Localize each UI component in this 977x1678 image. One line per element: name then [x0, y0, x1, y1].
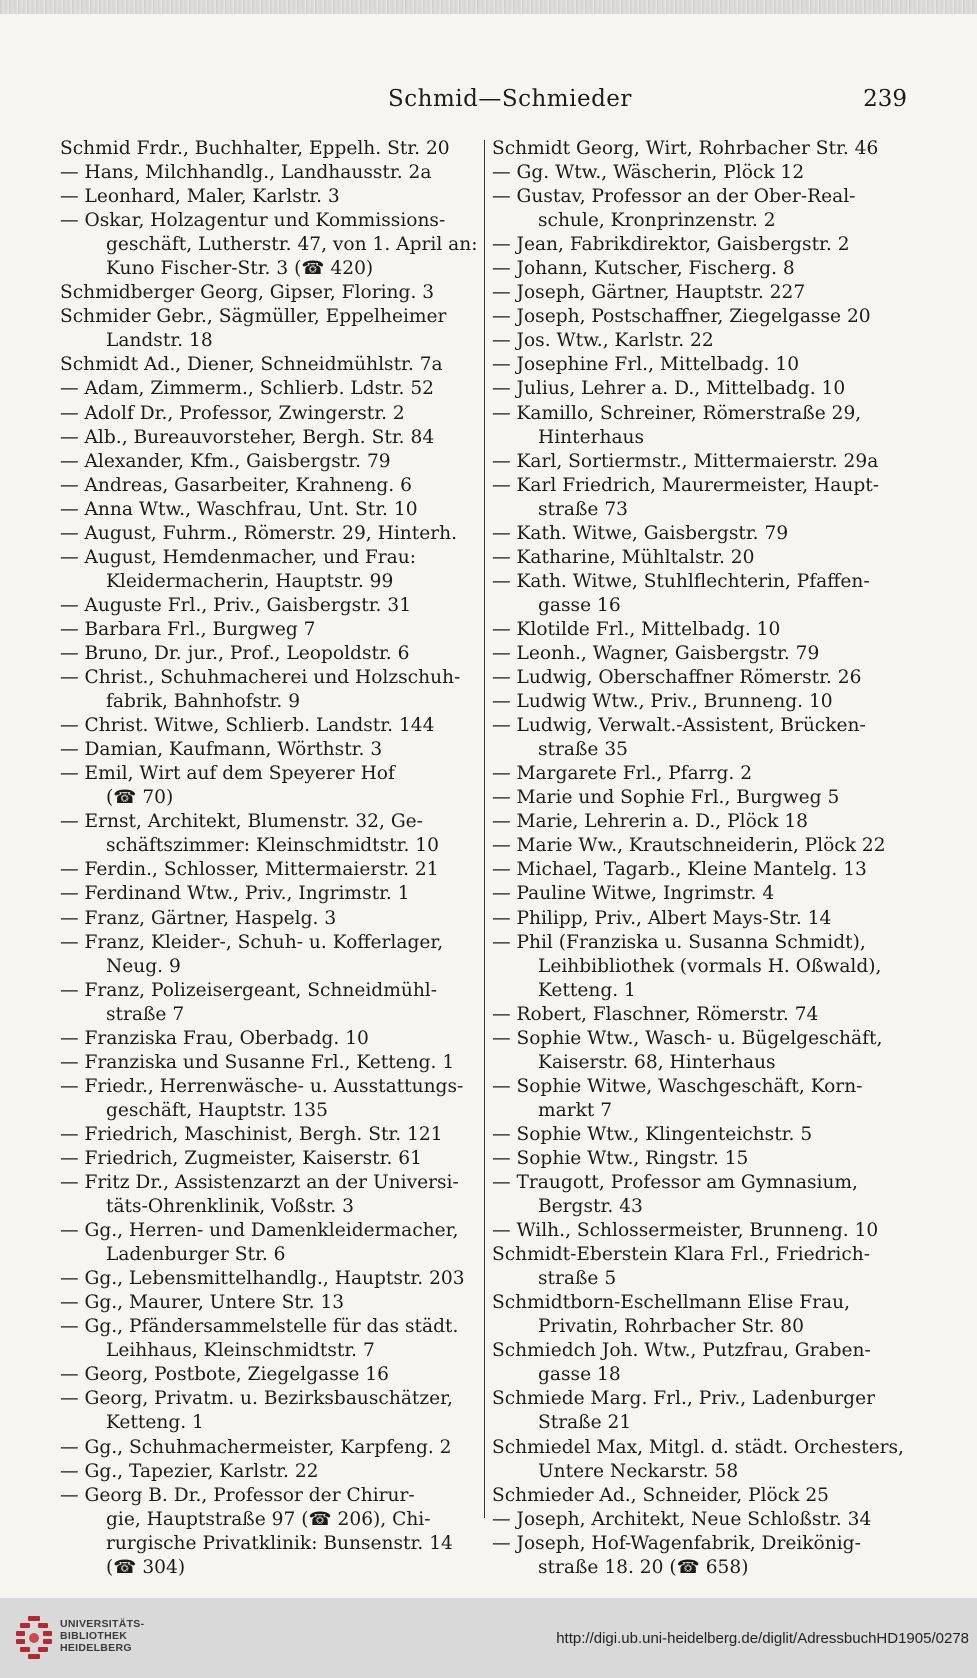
- directory-entry: [60, 1291, 478, 1315]
- entry-line: — Oskar, Holzagentur und Kommissions-: [60, 210, 446, 232]
- directory-entry: [60, 426, 478, 450]
- entry-line: — Sophie Wtw., Wasch- u. Bügelgeschäft,: [492, 1027, 883, 1049]
- page-number: 239: [863, 86, 907, 112]
- directory-entry: [492, 161, 910, 185]
- directory-entry: [492, 402, 910, 450]
- directory-entry: [492, 1147, 910, 1171]
- entry-line: — August, Fuhrm., Römerstr. 29, Hinterh.: [60, 522, 457, 544]
- entry-line: — Joseph, Postschaffner, Ziegelgasse 20: [492, 306, 871, 328]
- entry-line: — Ferdin., Schlosser, Mittermaierstr. 21: [60, 859, 439, 881]
- entry-line: — Georg B. Dr., Professor der Chirur-: [60, 1484, 415, 1506]
- directory-entry: [492, 450, 910, 474]
- directory-entry: [492, 1387, 910, 1435]
- directory-entry: [492, 305, 910, 329]
- directory-entry: [60, 907, 478, 931]
- directory-entry: [492, 690, 910, 714]
- entry-continuation-line: straße 18. 20 (☎ 658): [538, 1556, 749, 1578]
- entry-line: — Leonh., Wagner, Gaisbergstr. 79: [492, 642, 820, 664]
- directory-entry: [60, 1387, 478, 1435]
- entry-line: — Gg., Maurer, Untere Str. 13: [60, 1292, 345, 1314]
- directory-entry: [60, 1315, 478, 1363]
- directory-entry: [60, 666, 478, 714]
- entry-continuation-line: Landstr. 18: [106, 330, 213, 352]
- entry-line: — Damian, Kaufmann, Wörthstr. 3: [60, 739, 383, 761]
- entry-line: — Alb., Bureauvorsteher, Bergh. Str. 84: [60, 426, 435, 448]
- entry-line: Schmiedel Max, Mitgl. d. städt. Orchesters,: [492, 1436, 904, 1458]
- entry-line: — Katharine, Mühltalstr. 20: [492, 546, 755, 568]
- directory-entry: [60, 810, 478, 858]
- directory-entry: [492, 834, 910, 858]
- entry-continuation-line: Leihhaus, Kleinschmidtstr. 7: [106, 1340, 375, 1362]
- entry-line: — Emil, Wirt auf dem Speyerer Hof: [60, 763, 395, 785]
- directory-entry: [492, 1003, 910, 1027]
- directory-entry: [492, 474, 910, 522]
- entry-continuation-line: schule, Kronprinzenstr. 2: [538, 210, 776, 232]
- entry-continuation-line: schäftszimmer: Kleinschmidtstr. 10: [106, 835, 439, 857]
- directory-entry: [492, 137, 910, 161]
- library-name: [60, 1618, 144, 1654]
- entry-line: — Ludwig, Oberschaffner Römerstr. 26: [492, 667, 862, 689]
- entry-continuation-line: straße 5: [538, 1268, 617, 1290]
- right-column: [492, 137, 910, 1580]
- directory-entry: [60, 377, 478, 401]
- entry-line: — Franziska und Susanne Frl., Ketteng. 1: [60, 1051, 455, 1073]
- directory-entry: [492, 353, 910, 377]
- entry-line: — Philipp, Priv., Albert Mays-Str. 14: [492, 907, 832, 929]
- entry-line: — Ernst, Architekt, Blumenstr. 32, Ge-: [60, 811, 423, 833]
- entry-line: — Gg., Schuhmachermeister, Karpfeng. 2: [60, 1436, 452, 1458]
- entry-line: — Hans, Milchhandlg., Landhausstr. 2a: [60, 162, 432, 184]
- directory-entry: [60, 137, 478, 161]
- page-header: [0, 86, 977, 120]
- university-library-logo-icon: [14, 1614, 54, 1664]
- directory-entry: [60, 1075, 478, 1123]
- entry-line: — Franziska Frau, Oberbadg. 10: [60, 1027, 369, 1049]
- directory-entry: [60, 882, 478, 906]
- entry-line: — Georg, Postbote, Ziegelgasse 16: [60, 1364, 389, 1386]
- entry-continuation-line: rurgische Privatklinik: Bunsenstr. 14: [106, 1532, 453, 1554]
- directory-entry: [492, 233, 910, 257]
- entry-line: — Adam, Zimmerm., Schlierb. Ldstr. 52: [60, 378, 434, 400]
- entry-line: — Andreas, Gasarbeiter, Krahneng. 6: [60, 474, 412, 496]
- directory-entry: [60, 1219, 478, 1267]
- directory-entry: [492, 1027, 910, 1075]
- directory-entry: [492, 1243, 910, 1291]
- entry-line: — Anna Wtw., Waschfrau, Unt. Str. 10: [60, 498, 418, 520]
- entry-line: — Marie und Sophie Frl., Burgweg 5: [492, 787, 840, 809]
- entry-continuation-line: Bergstr. 43: [538, 1196, 643, 1218]
- entry-continuation-line: Kaiserstr. 68, Hinterhaus: [538, 1051, 776, 1073]
- library-name-line: HEIDELBERG: [60, 1642, 132, 1654]
- entry-line: Schmiedch Joh. Wtw., Putzfrau, Graben-: [492, 1340, 871, 1362]
- entry-line: — Kath. Witwe, Stuhlflechterin, Pfaffen-: [492, 570, 870, 592]
- entry-line: — Ferdinand Wtw., Priv., Ingrimstr. 1: [60, 883, 410, 905]
- directory-entry: [60, 714, 478, 738]
- entry-continuation-line: (☎ 304): [106, 1556, 186, 1578]
- directory-entry: [492, 281, 910, 305]
- entry-line: — Wilh., Schlossermeister, Brunneng. 10: [492, 1220, 879, 1242]
- directory-entry: [60, 305, 478, 353]
- entry-continuation-line: Hinterhaus: [538, 426, 645, 448]
- entry-line: Schmiede Marg. Frl., Priv., Ladenburger: [492, 1388, 875, 1410]
- entry-line: Schmid Frdr., Buchhalter, Eppelh. Str. 20: [60, 138, 450, 159]
- directory-entry: [492, 257, 910, 281]
- entry-continuation-line: Leihbibliothek (vormals H. Oßwald),: [538, 955, 882, 977]
- directory-entry: [492, 570, 910, 618]
- entry-line: — Margarete Frl., Pfarrg. 2: [492, 763, 753, 785]
- entry-line: — Barbara Frl., Burgweg 7: [60, 618, 316, 640]
- entry-line: — Georg, Privatm. u. Bezirksbauschätzer,: [60, 1388, 453, 1410]
- entry-line: — Josephine Frl., Mittelbadg. 10: [492, 354, 800, 376]
- directory-entry: [60, 161, 478, 185]
- entry-line: — Sophie Witwe, Waschgeschäft, Korn-: [492, 1075, 863, 1097]
- directory-entry: [492, 1075, 910, 1123]
- directory-entry: [492, 546, 910, 570]
- directory-entry: [60, 522, 478, 546]
- entry-continuation-line: Ketteng. 1: [106, 1412, 204, 1434]
- entry-continuation-line: Kleidermacherin, Hauptstr. 99: [106, 570, 394, 592]
- column-divider: [484, 140, 485, 1518]
- directory-entry: [60, 858, 478, 882]
- entry-continuation-line: straße 7: [106, 1003, 185, 1025]
- directory-entry: [492, 786, 910, 810]
- left-column: [60, 137, 478, 1580]
- entry-line: — Karl, Sortiermstr., Mittermaierstr. 29a: [492, 450, 879, 472]
- entry-line: — Leonhard, Maler, Karlstr. 3: [60, 186, 340, 208]
- directory-entry: [60, 979, 478, 1027]
- directory-entry: [492, 1339, 910, 1387]
- entry-line: — Julius, Lehrer a. D., Mittelbadg. 10: [492, 378, 846, 400]
- entry-line: Schmidtborn-Eschellmann Elise Frau,: [492, 1292, 850, 1314]
- entry-continuation-line: Straße 21: [538, 1412, 632, 1434]
- entry-continuation-line: fabrik, Bahnhofstr. 9: [106, 691, 301, 713]
- directory-entry: [60, 1484, 478, 1580]
- directory-entry: [492, 185, 910, 233]
- entry-line: — Joseph, Hof-Wagenfabrik, Dreikönig-: [492, 1532, 861, 1554]
- entry-line: — Jean, Fabrikdirektor, Gaisbergstr. 2: [492, 234, 850, 256]
- directory-entry: [60, 1436, 478, 1460]
- directory-entry: [60, 353, 478, 377]
- directory-entry: [60, 1051, 478, 1075]
- entry-line: Schmidt Georg, Wirt, Rohrbacher Str. 46: [492, 138, 879, 159]
- entry-continuation-line: täts-Ohrenklinik, Voßstr. 3: [106, 1196, 354, 1218]
- directory-entry: [60, 762, 478, 810]
- entry-line: — Franz, Polizeisergeant, Schneidmühl-: [60, 979, 438, 1001]
- entry-line: Schmieder Ad., Schneider, Plöck 25: [492, 1484, 830, 1506]
- entry-line: — Adolf Dr., Professor, Zwingerstr. 2: [60, 402, 405, 424]
- scan-edge-strip: [0, 0, 977, 14]
- entry-line: — Kath. Witwe, Gaisbergstr. 79: [492, 522, 789, 544]
- directory-entry: [492, 931, 910, 1003]
- entry-continuation-line: straße 73: [538, 498, 628, 520]
- source-url-link[interactable]: http://digi.ub.uni-heidelberg.de/diglit/AdressbuchHD1905/0278: [556, 1630, 969, 1647]
- directory-entry: [492, 882, 910, 906]
- entry-line: — Bruno, Dr. jur., Prof., Leopoldstr. 6: [60, 642, 410, 664]
- entry-line: — Ludwig Wtw., Priv., Brunneng. 10: [492, 691, 833, 713]
- directory-entry: [492, 1532, 910, 1580]
- directory-entry: [492, 1123, 910, 1147]
- directory-entry: [60, 1267, 478, 1291]
- directory-entry: [492, 810, 910, 834]
- library-name-line: BIBLIOTHEK: [60, 1630, 128, 1642]
- directory-entry: [60, 1460, 478, 1484]
- directory-entry: [492, 642, 910, 666]
- entry-line: — August, Hemdenmacher, und Frau:: [60, 546, 417, 568]
- entry-line: — Franz, Kleider-, Schuh- u. Kofferlager,: [60, 931, 444, 953]
- directory-entry: [492, 1436, 910, 1484]
- entry-line: Schmidberger Georg, Gipser, Floring. 3: [60, 282, 435, 304]
- directory-entry: [60, 281, 478, 305]
- entry-line: — Marie Ww., Krautschneiderin, Plöck 22: [492, 835, 886, 857]
- directory-entry: [60, 1171, 478, 1219]
- entry-line: — Christ. Witwe, Schlierb. Landstr. 144: [60, 715, 435, 737]
- entry-line: — Klotilde Frl., Mittelbadg. 10: [492, 618, 781, 640]
- directory-entry: [60, 546, 478, 594]
- directory-entry: [492, 329, 910, 353]
- entry-line: — Pauline Witwe, Ingrimstr. 4: [492, 883, 775, 905]
- directory-entry: [60, 594, 478, 618]
- entry-continuation-line: markt 7: [538, 1099, 613, 1121]
- directory-entry: [60, 931, 478, 979]
- entry-line: — Gg., Pfändersammelstelle für das städt.: [60, 1316, 459, 1338]
- entry-continuation-line: Ketteng. 1: [538, 979, 636, 1001]
- directory-entry: [60, 1147, 478, 1171]
- directory-entry: [492, 1219, 910, 1243]
- directory-entry: [60, 474, 478, 498]
- directory-entry: [60, 402, 478, 426]
- directory-entry: [492, 1291, 910, 1339]
- entry-continuation-line: Neug. 9: [106, 955, 181, 977]
- entry-line: — Friedr., Herrenwäsche- u. Ausstattungs-: [60, 1075, 464, 1097]
- entry-line: — Alexander, Kfm., Gaisbergstr. 79: [60, 450, 391, 472]
- directory-entry: [492, 907, 910, 931]
- entry-line: — Marie, Lehrerin a. D., Plöck 18: [492, 811, 809, 833]
- entry-line: — Michael, Tagarb., Kleine Mantelg. 13: [492, 859, 867, 881]
- entry-line: — Fritz Dr., Assistenzarzt an der Universi-: [60, 1172, 459, 1194]
- directory-entry: [60, 450, 478, 474]
- directory-entry: [60, 738, 478, 762]
- entry-line: — Sophie Wtw., Ringstr. 15: [492, 1147, 749, 1169]
- entry-line: — Kamillo, Schreiner, Römerstraße 29,: [492, 402, 862, 424]
- entry-continuation-line: (☎ 70): [106, 787, 174, 809]
- directory-entry: [60, 209, 478, 281]
- entry-continuation-line: Kuno Fischer-Str. 3 (☎ 420): [106, 258, 374, 280]
- entry-line: — Franz, Gärtner, Haspelg. 3: [60, 907, 337, 929]
- entry-line: — Ludwig, Verwalt.-Assistent, Brücken-: [492, 715, 866, 737]
- entry-continuation-line: Privatin, Rohrbacher Str. 80: [538, 1316, 804, 1338]
- directory-entry: [492, 377, 910, 401]
- entry-continuation-line: gasse 16: [538, 594, 621, 616]
- entry-continuation-line: Ladenburger Str. 6: [106, 1244, 286, 1266]
- directory-entry: [492, 522, 910, 546]
- entry-continuation-line: geschäft, Lutherstr. 47, von 1. April an:: [106, 234, 478, 256]
- directory-entry: [492, 858, 910, 882]
- entry-line: — Phil (Franziska u. Susanna Schmidt),: [492, 931, 866, 953]
- directory-entry: [492, 618, 910, 642]
- directory-entry: [492, 1484, 910, 1508]
- entry-line: — Gustav, Professor an der Ober-Real-: [492, 186, 856, 208]
- entry-line: Schmidt Ad., Diener, Schneidmühlstr. 7a: [60, 354, 443, 376]
- entry-continuation-line: straße 35: [538, 739, 628, 761]
- directory-entry: [492, 1171, 910, 1219]
- entry-line: — Joseph, Gärtner, Hauptstr. 227: [492, 282, 806, 304]
- entry-line: — Johann, Kutscher, Fischerg. 8: [492, 258, 795, 280]
- entry-continuation-line: geschäft, Hauptstr. 135: [106, 1099, 328, 1121]
- directory-entry: [492, 762, 910, 786]
- page-title: Schmid—Schmieder: [388, 86, 632, 112]
- directory-entry: [492, 714, 910, 762]
- entry-line: — Sophie Wtw., Klingenteichstr. 5: [492, 1123, 813, 1145]
- entry-line: — Karl Friedrich, Maurermeister, Haupt-: [492, 474, 879, 496]
- directory-entry: [492, 666, 910, 690]
- entry-line: — Robert, Flaschner, Römerstr. 74: [492, 1003, 819, 1025]
- entry-line: Schmidt-Eberstein Klara Frl., Friedrich-: [492, 1244, 871, 1266]
- entry-line: — Traugott, Professor am Gymnasium,: [492, 1172, 858, 1194]
- directory-entry: [60, 642, 478, 666]
- entry-line: — Jos. Wtw., Karlstr. 22: [492, 330, 714, 352]
- library-name-line: UNIVERSITÄTS-: [60, 1618, 145, 1630]
- entry-line: — Gg., Herren- und Damenkleidermacher,: [60, 1220, 459, 1242]
- entry-line: — Christ., Schuhmacherei und Holzschuh-: [60, 667, 461, 689]
- directory-entry: [60, 1123, 478, 1147]
- entry-line: — Friedrich, Maschinist, Bergh. Str. 121: [60, 1123, 443, 1145]
- entry-continuation-line: gasse 18: [538, 1364, 621, 1386]
- directory-entry: [60, 618, 478, 642]
- directory-entry: [60, 498, 478, 522]
- entry-line: — Auguste Frl., Priv., Gaisbergstr. 31: [60, 594, 412, 616]
- entry-line: — Joseph, Architekt, Neue Schloßstr. 34: [492, 1508, 872, 1530]
- entry-line: — Gg., Tapezier, Karlstr. 22: [60, 1460, 319, 1482]
- directory-entry: [60, 1027, 478, 1051]
- directory-entry: [60, 1363, 478, 1387]
- entry-line: Schmider Gebr., Sägmüller, Eppelheimer: [60, 306, 447, 328]
- entry-line: — Friedrich, Zugmeister, Kaiserstr. 61: [60, 1147, 422, 1169]
- footer-bar: [0, 1598, 977, 1678]
- entry-line: — Gg., Lebensmittelhandlg., Hauptstr. 203: [60, 1268, 465, 1290]
- entry-line: — Gg. Wtw., Wäscherin, Plöck 12: [492, 162, 805, 184]
- entry-continuation-line: gie, Hauptstraße 97 (☎ 206), Chi-: [106, 1508, 431, 1530]
- directory-entry: [60, 185, 478, 209]
- entry-continuation-line: Untere Neckarstr. 58: [538, 1460, 739, 1482]
- directory-entry: [492, 1508, 910, 1532]
